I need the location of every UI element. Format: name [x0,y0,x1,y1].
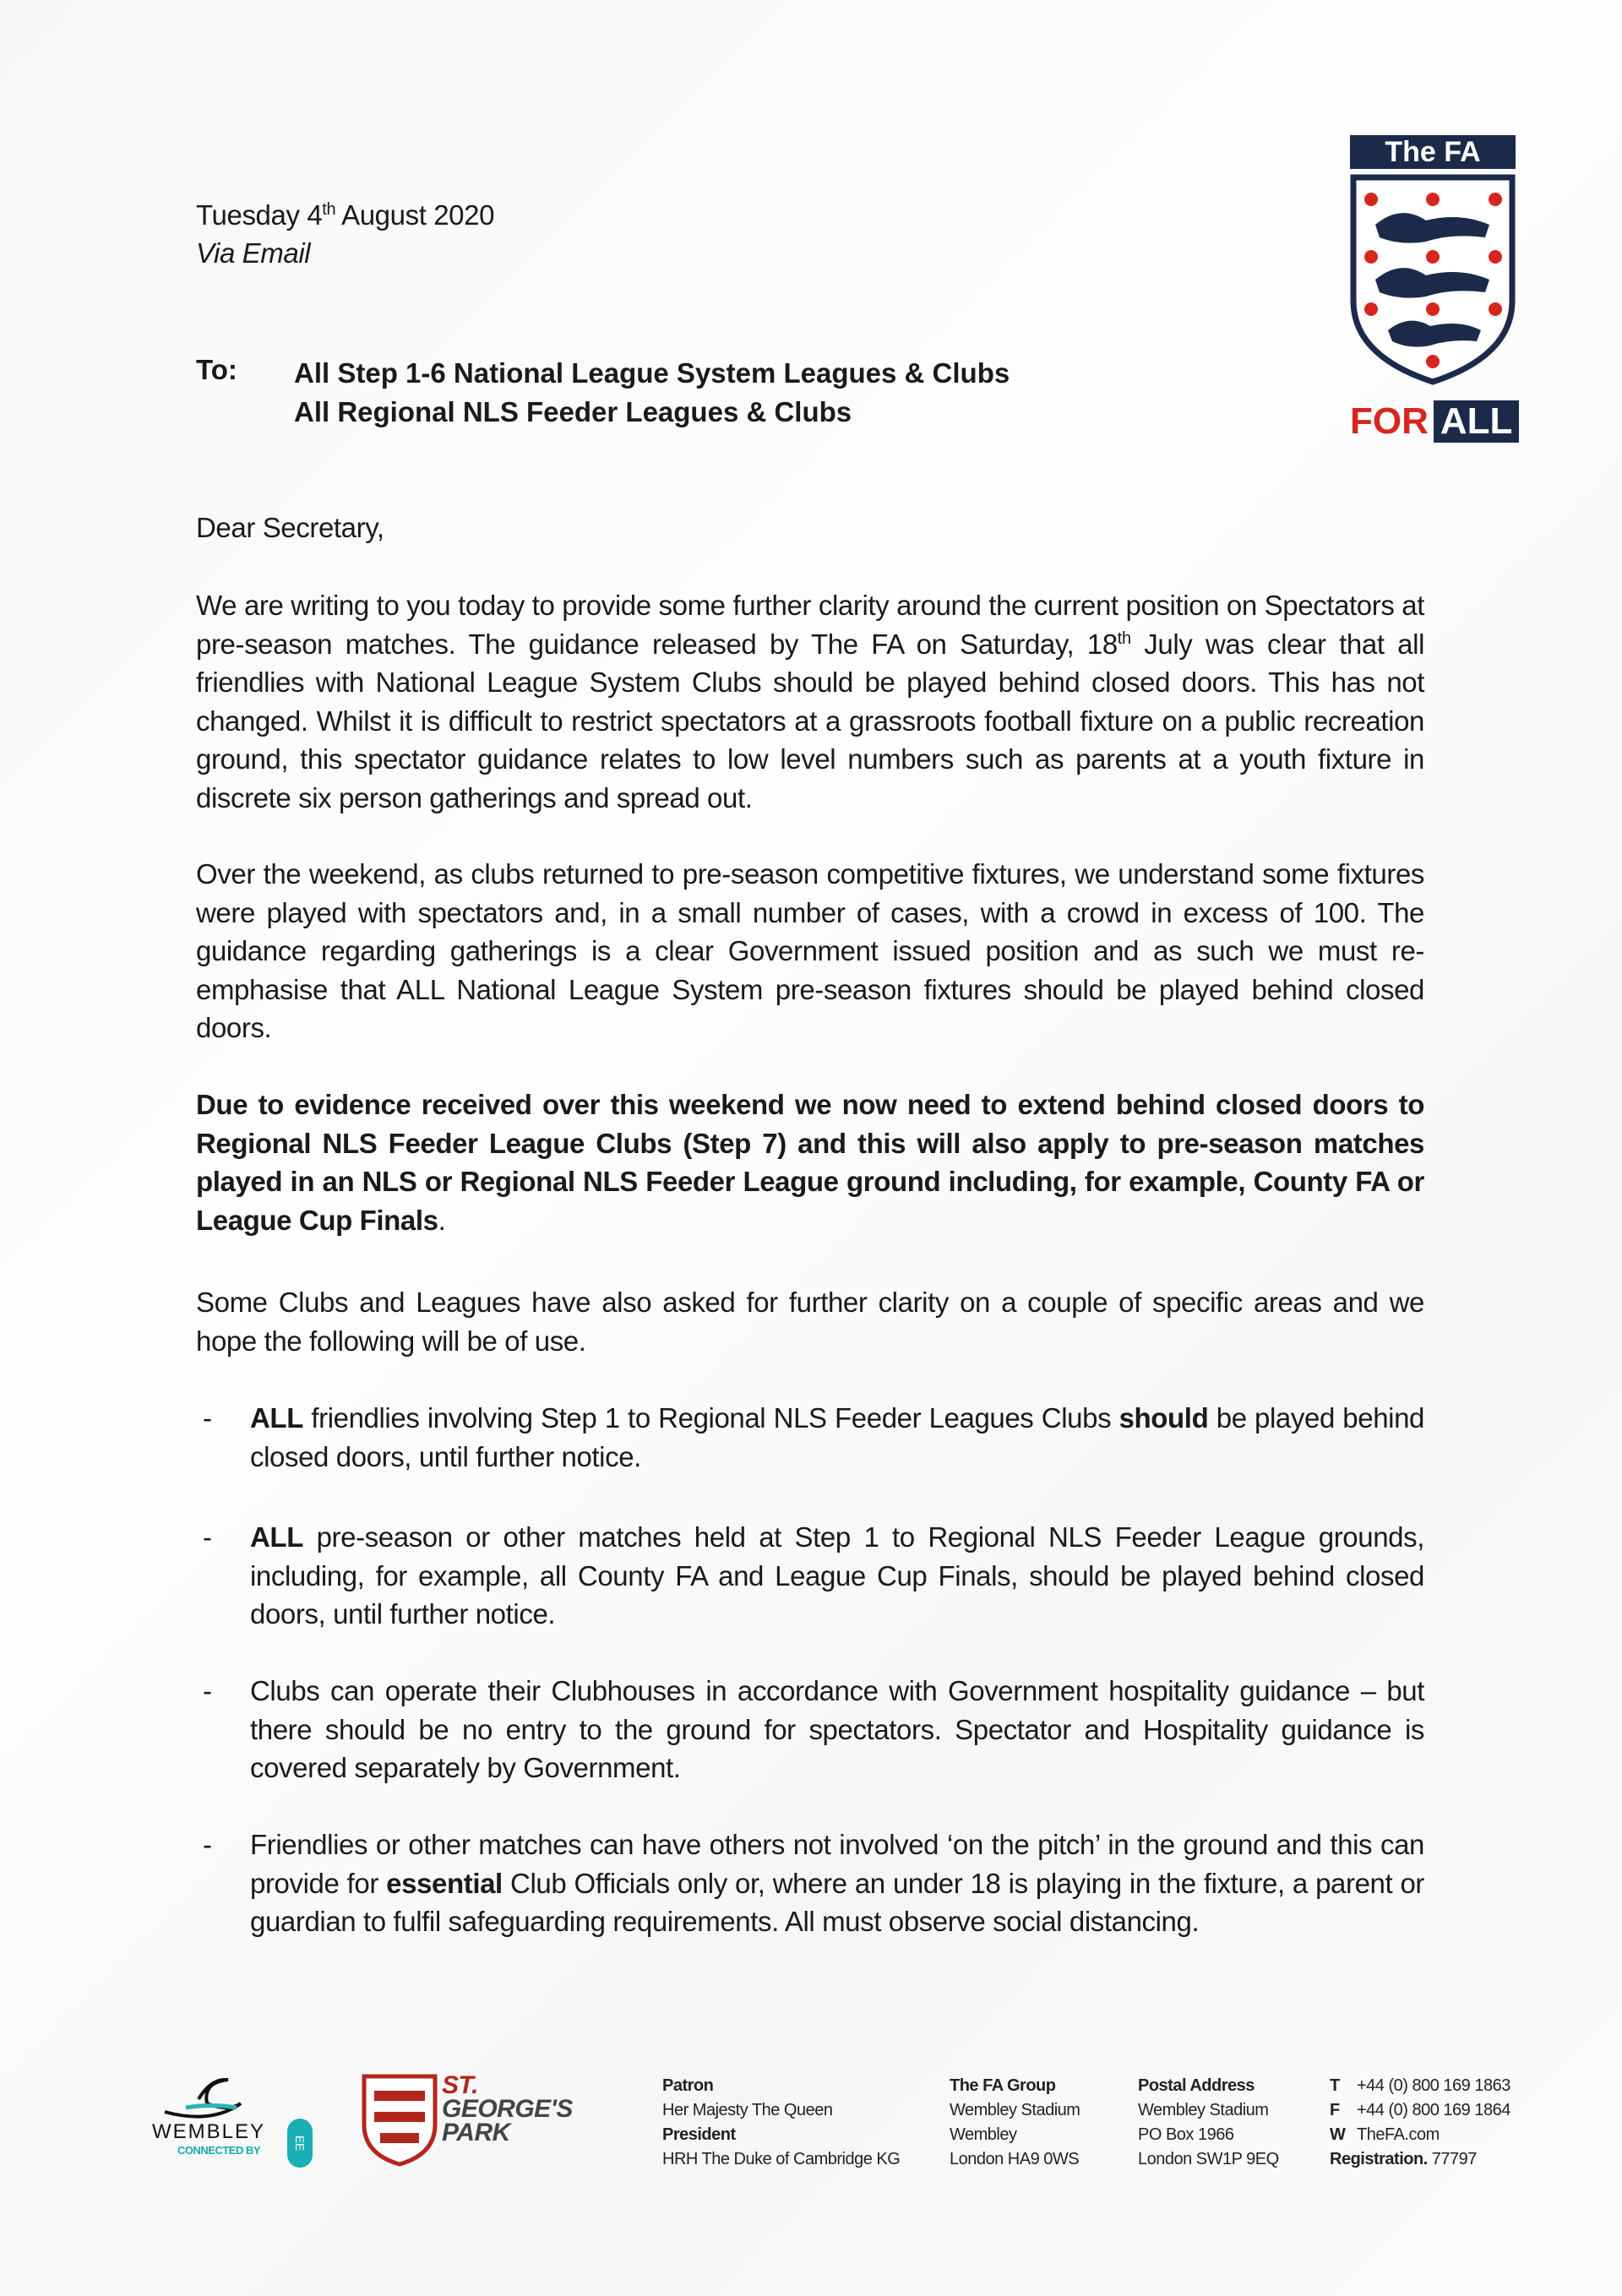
registration-label: Registration. [1330,2150,1428,2168]
date-text: Tuesday 4 [196,199,323,231]
wembley-ee-logo [152,2078,321,2157]
p1-sup: th [1117,628,1131,648]
postal-line: PO Box 1966 [1138,2125,1234,2144]
bullet-bold: ALL [250,1402,303,1434]
bullet-bold: ALL [250,1521,303,1553]
recipient-line: All Step 1-6 National League System Leagues & Clubs [294,357,1010,389]
for-all-slogan [1350,400,1516,443]
web-label: W [1330,2125,1346,2144]
patron-value: Her Majesty The Queen [662,2101,833,2119]
website-link[interactable]: TheFA.com [1357,2125,1440,2144]
postal-line: Wembley Stadium [1138,2101,1269,2119]
bullet-item [196,1518,1424,1634]
bullet-bold: essential [386,1867,503,1899]
bullet-dash: - [203,1675,212,1706]
fa-logo [1350,135,1516,443]
to-label: To: [196,354,237,385]
p1-text: We are writing to you today to provide some further clarity around the current position on Spectators at pre-season matches. The guidance released by The FA on Saturday, 18 [196,590,1424,660]
recipients [294,354,1010,432]
p3-end: . [438,1204,446,1236]
bullet-text: be played behind closed doors, until further notice. [250,1402,1424,1472]
date-sup: th [322,200,336,219]
ee-logo: EE [287,2119,313,2168]
wembley-arch-icon [161,2078,253,2120]
date-text-suffix: August 2020 [335,199,495,231]
bullet-text: friendlies involving Step 1 to Regional NLS Feeder Leagues Clubs [302,1402,1119,1434]
paragraph-2: Over the weekend, as clubs returned to pre-season competitive fixtures, we understand some fixtures were played with spectators and, in a small number of cases, with a crowd in excess of 100. The guidance regarding gatherings is a clear Government issued position and as such we must re-emphasise that ALL National League System pre-season fixtures should be played behind closed doors. [196,858,1424,1044]
postal-line: London SW1P 9EQ [1138,2150,1279,2168]
bullet-text: Clubs can operate their Clubhouses in accordance with Government hospitality guidance – but there should be no entry to the ground for spectators. Spectator and Hospitality guidance is covered separately by Government. [250,1675,1424,1784]
postal-heading: Postal Address [1138,2076,1255,2095]
sgp-park: PARK [442,2119,510,2146]
footer-fa-group [950,2074,1080,2172]
salutation: Dear Secretary, [196,512,384,543]
president-heading: President [662,2125,736,2144]
group-line: London HA9 0WS [950,2150,1080,2168]
group-heading: The FA Group [950,2076,1056,2095]
slogan-all: ALL [1434,400,1520,443]
fax-number: +44 (0) 800 169 1864 [1357,2101,1510,2119]
president-value: HRH The Duke of Cambridge KG [662,2150,901,2168]
phone-label: T [1330,2076,1340,2095]
paragraph-1 [196,586,1424,818]
footer-postal-address [1138,2074,1279,2172]
via-email: Via Email [196,237,311,269]
patron-heading: Patron [662,2076,714,2095]
fax-label: F [1330,2101,1340,2119]
bullet-dash: - [203,1829,212,1860]
letter-date [196,196,1424,235]
bullet-item [196,1399,1424,1476]
three-lions-crest-icon [1350,174,1516,385]
bullet-bold: should [1119,1402,1209,1434]
fa-logo-title: The FA [1350,135,1516,169]
sgp-georges: GEORGE'S [442,2095,573,2123]
registration-number: 77797 [1427,2150,1477,2168]
paragraph-3 [196,1085,1424,1239]
connected-by-text: CONNECTED BY [177,2144,261,2157]
st-georges-park-logo [362,2071,581,2175]
group-line: Wembley [950,2125,1017,2144]
bullet-text: Club Officials only or, where an under 18 is playing in the fixture, a parent or guardian to fulfil safeguarding requirements. All must observe social distancing. [250,1867,1425,1938]
group-line: Wembley Stadium [950,2101,1080,2119]
phone-number: +44 (0) 800 169 1863 [1357,2076,1510,2095]
bullet-dash: - [203,1402,212,1434]
p3-bold-text: Due to evidence received over this weekend we now need to extend behind closed doors to Regional NLS Feeder League Clubs (Step 7) and this will also apply to pre-season matches played in an NLS or Regional NLS Feeder League ground including, for example, County FA or League Cup Finals [196,1089,1424,1236]
sgp-st: ST. [442,2071,478,2099]
paragraph-4: Some Clubs and Leagues have also asked for further clarity on a couple of specific areas and we hope the following will be of use. [196,1287,1424,1357]
recipient-line: All Regional NLS Feeder Leagues & Clubs [294,396,852,427]
p1-text-cont: July was clear that all friendlies with National League System Clubs should be played behind closed doors. This has not changed. Whilst it is difficult to restrict spectators at a grassroots football fixture on a public recreation ground, this spectator guidance relates to low level numbers such as parents at a youth fixture in discrete six person gatherings and spread out. [196,628,1424,813]
bullet-item [196,1825,1424,1941]
footer-patron [662,2074,900,2172]
wembley-text: WEMBLEY [152,2120,266,2143]
bullet-dash: - [203,1521,212,1553]
bullet-text: pre-season or other matches held at Step 1 to Regional NLS Feeder League grounds, including, for example, all County FA and League Cup Finals, should be played behind closed doors, until further notice. [250,1521,1424,1630]
crest-icon [362,2074,438,2167]
slogan-for: FOR [1350,400,1429,442]
bullet-text: Friendlies or other matches can have others not involved ‘on the pitch’ in the ground and this can provide for [250,1829,1424,1899]
bullet-item [196,1672,1424,1787]
footer-contact [1330,2074,1510,2172]
